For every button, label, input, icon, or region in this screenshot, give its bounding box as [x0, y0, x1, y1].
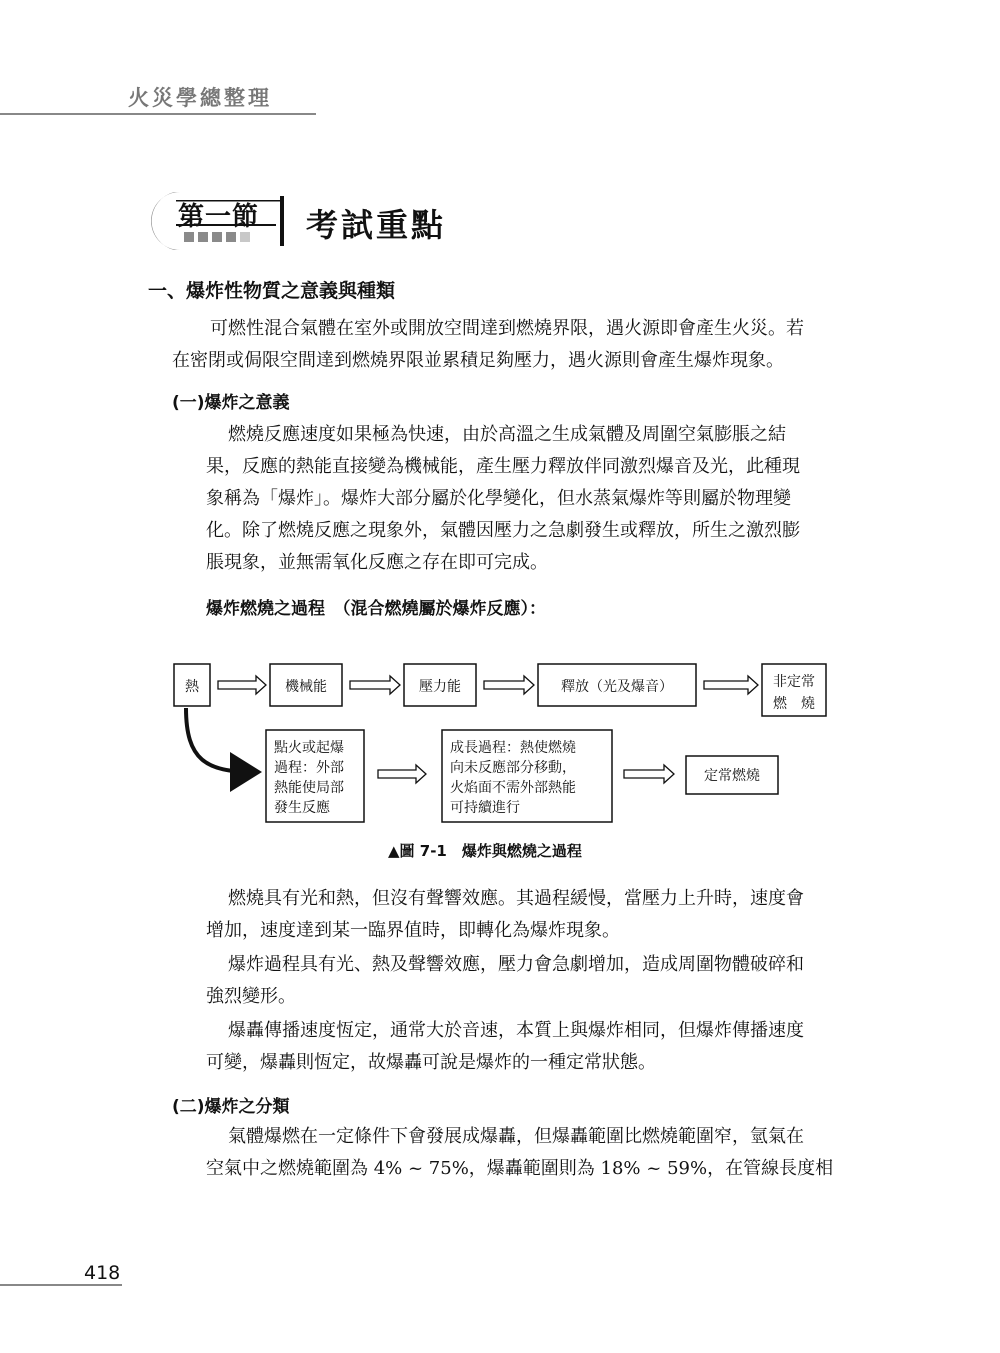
section-title: 考試重點	[306, 206, 447, 244]
box-release-label: 釋放（光及爆音）	[561, 679, 673, 695]
subheading-meaning: (一)爆炸之意義	[172, 393, 290, 413]
meaning-line-5: 脹現象，並無需氧化反應之存在即可完成。	[206, 552, 548, 573]
page-number: 418	[84, 1262, 121, 1284]
para-explosion-line-1: 爆炸過程具有光、熱及聲響效應，壓力會急劇增加，造成周圍物體破碎和	[228, 954, 804, 975]
para-detonation-line-2: 可變，爆轟則恆定，故爆轟可說是爆炸的一種定常狀態。	[206, 1052, 656, 1073]
box-mechanical-label: 機械能	[285, 679, 327, 695]
meaning-line-1: 燃燒反應速度如果極為快速，由於高溫之生成氣體及周圍空氣膨脹之結	[228, 424, 786, 445]
box-growth-line-4: 可持續進行	[450, 800, 520, 816]
box-ignition-line-4: 發生反應	[274, 800, 330, 816]
meaning-line-2: 果，反應的熱能直接變為機械能，產生壓力釋放伴同激烈爆音及光，此種現	[206, 456, 800, 477]
box-ignition-line-3: 熱能使局部	[274, 780, 344, 796]
curved-arrow-heat-to-ignition	[186, 708, 254, 772]
para-detonation-line-1: 爆轟傳播速度恆定，通常大於音速，本質上與爆炸相同，但爆炸傳播速度	[228, 1020, 804, 1041]
para-combustion-line-1: 燃燒具有光和熱，但沒有聲響效應。其過程緩慢，當壓力上升時，速度會	[228, 888, 804, 909]
header-rule	[0, 113, 316, 115]
classification-line-2: 空氣中之燃燒範圍為 4% ~ 75%，爆轟範圍則為 18% ~ 59%，在管線長度相	[206, 1158, 834, 1179]
box-growth-line-3: 火焰面不需外部熱能	[450, 780, 576, 796]
meaning-line-4: 化。除了燃燒反應之現象外，氣體因壓力之急劇發生或釋放，所生之激烈膨	[206, 520, 800, 541]
intro-line-2: 在密閉或侷限空間達到燃燒界限並累積足夠壓力，遇火源則會產生爆炸現象。	[172, 350, 784, 371]
section-label: 第一節	[178, 202, 260, 232]
intro-line-1: 可燃性混合氣體在室外或開放空間達到燃燒界限，遇火源即會產生火災。若	[210, 318, 804, 339]
arrow-heat-to-mechanical	[218, 676, 266, 694]
running-header: 火災學總整理	[128, 85, 272, 110]
para-explosion-line-2: 強烈變形。	[206, 986, 296, 1007]
box-steady-label: 定常燃燒	[704, 768, 760, 784]
box-nonsteady-line-2: 燃 燒	[773, 696, 815, 712]
subheading-classification: (二)爆炸之分類	[172, 1097, 290, 1117]
arrow-ignition-to-growth	[378, 765, 426, 783]
process-heading: 爆炸燃燒之過程 （混合燃燒屬於爆炸反應）：	[206, 599, 546, 619]
arrow-pressure-to-release	[484, 676, 534, 694]
box-ignition-line-1: 點火或起爆	[274, 740, 344, 756]
arrow-release-to-nonsteady	[704, 676, 758, 694]
meaning-line-3: 象稱為「爆炸」。爆炸大部分屬於化學變化，但水蒸氣爆炸等則屬於物理變	[206, 488, 791, 509]
arrow-growth-to-steady	[624, 765, 674, 783]
box-ignition-line-2: 過程：外部	[274, 760, 344, 776]
heading-explosive-substances: 一、爆炸性物質之意義與種類	[148, 280, 396, 302]
para-combustion-line-2: 增加，速度達到某一臨界值時，即轉化為爆炸現象。	[206, 920, 620, 941]
classification-line-1: 氣體爆燃在一定條件下會發展成爆轟，但爆轟範圍比燃燒範圍窄，氫氣在	[228, 1126, 804, 1147]
box-nonsteady-line-1: 非定常	[773, 674, 815, 690]
footer-rule	[0, 1284, 122, 1286]
box-pressure-label: 壓力能	[419, 679, 461, 695]
box-growth-line-1: 成長過程：熱使燃燒	[450, 740, 576, 756]
explosion-process-diagram	[170, 660, 840, 830]
arrow-mechanical-to-pressure	[350, 676, 400, 694]
box-growth-line-2: 向未反應部分移動，	[450, 760, 576, 776]
box-heat-label: 熱	[185, 679, 199, 695]
figure-caption: ▲圖 7-1 爆炸與燃燒之過程	[388, 842, 582, 860]
